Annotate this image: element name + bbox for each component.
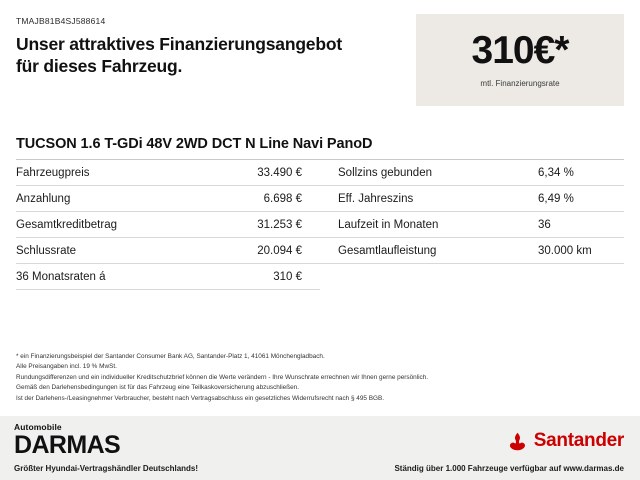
- spec-cell: [16, 238, 320, 264]
- vin-number: TMAJB81B4SJ588614: [16, 16, 106, 26]
- model-section: [0, 136, 640, 160]
- flame-icon: [508, 432, 527, 451]
- table-row: [16, 160, 624, 186]
- spec-label: Gesamtlaufleistung: [338, 245, 437, 257]
- table-row: [16, 212, 624, 238]
- legal-line: Rundungsdifferenzen und ein individueller Kreditschutzbrief können die Werte verändern - Ihre Wunschrate errechnen wir Ihnen gerne persönlich.: [16, 373, 429, 381]
- legal-line: Alle Preisangaben incl. 19 % MwSt.: [16, 363, 117, 371]
- legal-line: * ein Finanzierungsbeispiel der Santander Consumer Bank AG, Santander-Platz 1, 41061 Mönchengladbach.: [16, 353, 325, 360]
- legal-line: Gemäß den Darlehensbedingungen ist für das Fahrzeug eine Teilkaskoversicherung abzuschließen.: [16, 384, 300, 392]
- santander-logo: [508, 430, 624, 452]
- footer: [0, 416, 640, 480]
- spec-value: 6.698 €: [263, 193, 302, 205]
- spec-cell: [16, 160, 320, 186]
- spec-label: 36 Monatsraten á: [16, 271, 106, 283]
- spec-cell: [16, 186, 320, 212]
- spec-cell: [320, 238, 624, 264]
- footer-inner: [0, 416, 640, 480]
- spec-cell: [16, 264, 320, 290]
- spec-value: 6,34 %: [538, 167, 574, 179]
- dealer-logo-top: Automobile: [14, 422, 62, 432]
- header-text-block: [16, 14, 416, 106]
- legal-disclaimer: [16, 352, 624, 404]
- model-title: TUCSON 1.6 T-GDi 48V 2WD DCT N Line Navi PanoD: [16, 136, 373, 152]
- spec-value: 310 €: [273, 271, 302, 283]
- spec-table: [0, 160, 640, 290]
- spec-value: 31.253 €: [257, 219, 302, 231]
- header: [0, 0, 640, 106]
- santander-wordmark: Santander: [533, 430, 624, 451]
- dealer-logo: [14, 422, 120, 458]
- monthly-rate-value: 310€*: [471, 28, 569, 72]
- page-title: [16, 34, 386, 77]
- spec-label: Laufzeit in Monaten: [338, 219, 439, 231]
- spec-cell: [320, 160, 624, 186]
- legal-line: Ist der Darlehens-/Leasingnehmer Verbraucher, besteht nach Vertragsabschluss ein gesetzliches Widerrufsrecht nach § 495 BGB.: [16, 394, 385, 402]
- headline-line-2: für dieses Fahrzeug.: [16, 55, 183, 76]
- headline-line-1: Unser attraktives Finanzierungsangebot: [16, 34, 342, 54]
- spec-cell-empty: [320, 264, 624, 290]
- dealer-tagline: Größter Hyundai-Vertragshändler Deutschlands!: [14, 464, 199, 473]
- spec-value: 6,49 %: [538, 193, 574, 205]
- spec-label: Sollzins gebunden: [338, 167, 432, 179]
- spec-label: Anzahlung: [16, 193, 71, 205]
- monthly-rate-badge: [416, 14, 624, 106]
- table-row: [16, 186, 624, 212]
- spec-cell: [16, 212, 320, 238]
- dealer-logo-name: DARMAS: [14, 431, 121, 459]
- monthly-rate-label: mtl. Finanzierungsrate: [480, 78, 560, 88]
- spec-value: 33.490 €: [257, 167, 302, 179]
- spec-cell: [320, 212, 624, 238]
- spec-value: 20.094 €: [257, 245, 302, 257]
- footer-website-tagline: Ständig über 1.000 Fahrzeuge verfügbar auf www.darmas.de: [394, 464, 624, 473]
- table-row: [16, 264, 624, 290]
- spec-label: Fahrzeugpreis: [16, 167, 90, 179]
- spec-value: 36: [538, 219, 551, 231]
- spec-label: Schlussrate: [16, 245, 77, 257]
- spec-label: Gesamtkreditbetrag: [16, 219, 117, 231]
- table-row: [16, 238, 624, 264]
- spec-cell: [320, 186, 624, 212]
- spec-label: Eff. Jahreszins: [338, 193, 414, 205]
- spec-value: 30.000 km: [538, 245, 592, 257]
